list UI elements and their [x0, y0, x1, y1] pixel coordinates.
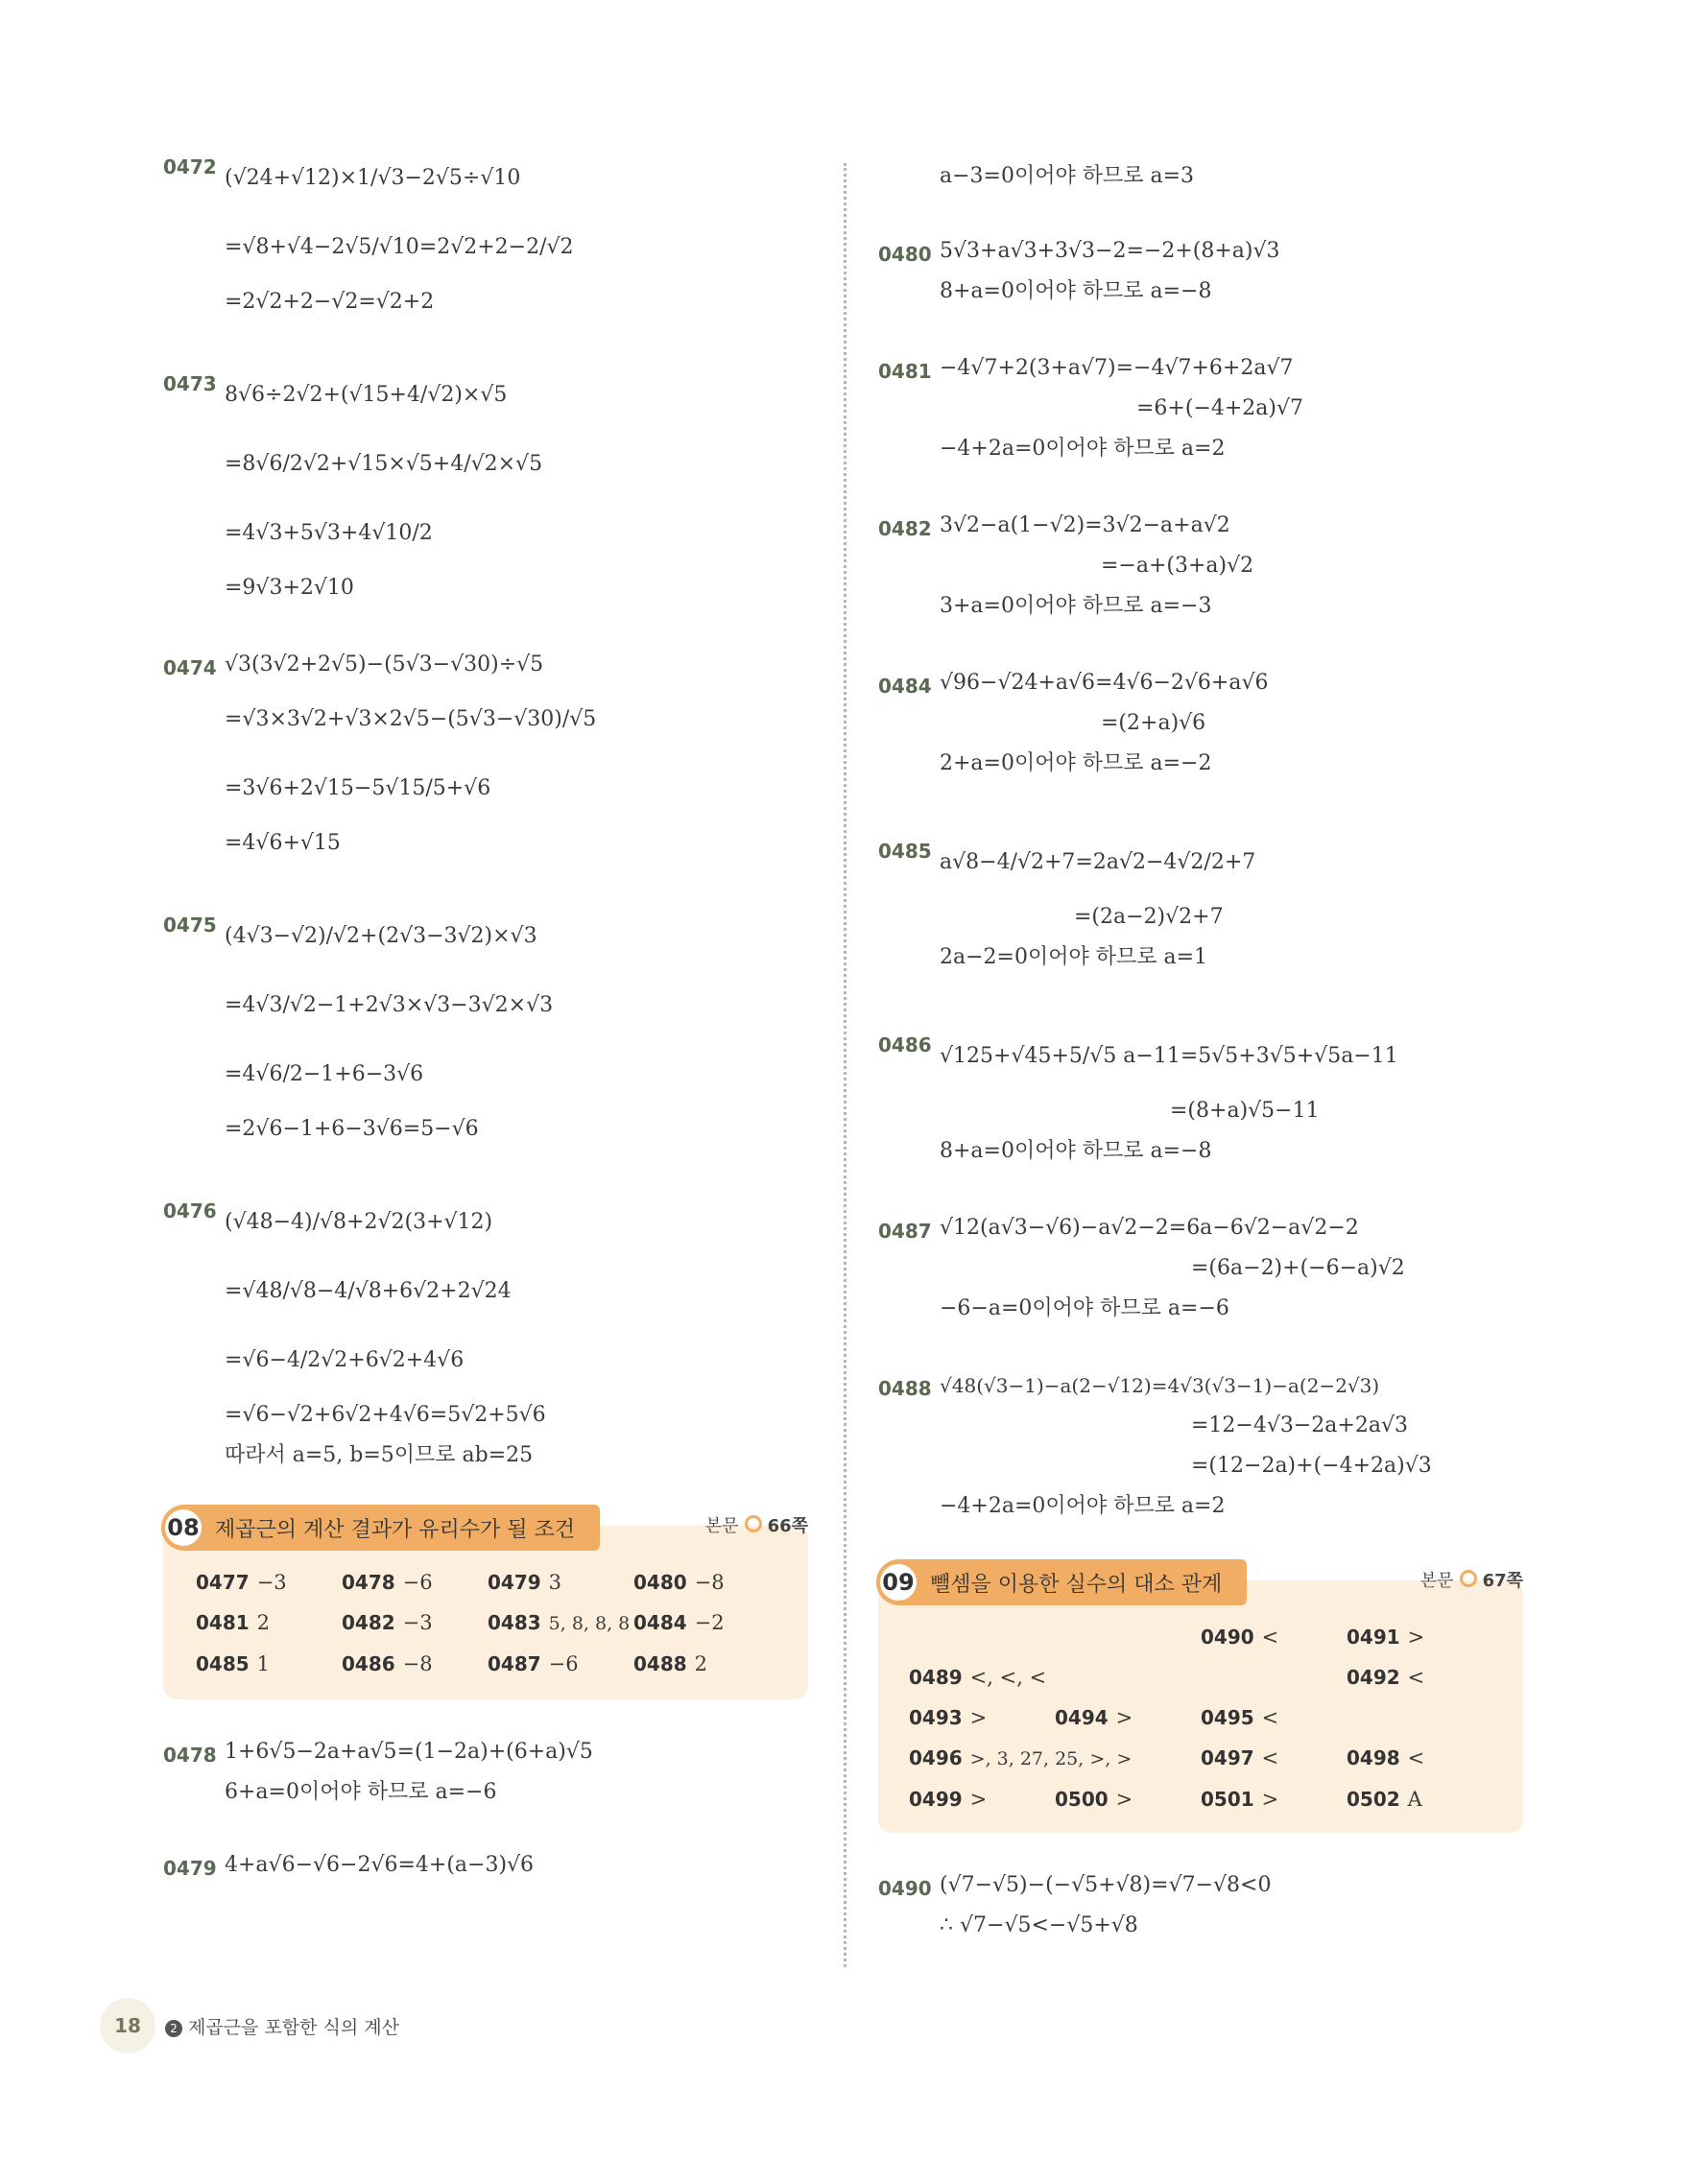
- solution-line: −4√7+2(3+a√7)=−4√7+6+2a√7: [940, 356, 1294, 380]
- right-column: [878, 156, 1531, 1946]
- solution-line: 8+a=0이어야 하므로 a=−8: [940, 279, 1212, 303]
- answer-item: 0502 A: [1347, 1788, 1422, 1811]
- solution-line: =2√2+2−√2=√2+2: [225, 290, 435, 314]
- problem-0486: [878, 1022, 1531, 1172]
- solution-line: =9√3+2√10: [225, 576, 354, 600]
- problem-0481: [878, 348, 1531, 469]
- solution-line: 8√6÷2√2+(√15+4/√2)×√5: [225, 383, 508, 407]
- chapter-label: [165, 2013, 399, 2039]
- answer-item: 0485 1: [196, 1652, 271, 1675]
- page-footer: [100, 1998, 399, 2053]
- answer-item: 0484 −2: [633, 1611, 725, 1634]
- column-divider: [844, 163, 846, 1967]
- solution-line: −4+2a=0이어야 하므로 a=2: [940, 437, 1226, 461]
- answer-item: 0501 >: [1201, 1788, 1279, 1811]
- solution-line: =12−4√3−2a+2a√3: [1191, 1413, 1408, 1437]
- problem-number: 0476: [163, 1199, 217, 1223]
- solution-line: =√8+√4−2√5/√10=2√2+2−2/√2: [225, 235, 574, 259]
- answer-grid: [909, 1619, 1504, 1817]
- solution-line: (√7−√5)−(−√5+√8)=√7−√8<0: [940, 1873, 1272, 1897]
- answer-item: 0489 <, <, <: [909, 1666, 1047, 1689]
- solution-line: =4√3+5√3+4√10/2: [225, 521, 433, 545]
- problem-number: 0486: [878, 1033, 932, 1056]
- solution-line: =(6a−2)+(−6−a)√2: [1191, 1256, 1405, 1280]
- section-title: 뺄셈을 이용한 실수의 대소 관계: [930, 1572, 1223, 1597]
- answer-item: 0495 <: [1201, 1706, 1279, 1729]
- answer-item: 0478 −6: [342, 1571, 433, 1594]
- solution-line: (√24+√12)×1/√3−2√5÷√10: [225, 166, 521, 190]
- answer-item: 0494 >: [1055, 1706, 1133, 1729]
- solution-line: 5√3+a√3+3√3−2=−2+(8+a)√3: [940, 239, 1280, 263]
- solution-line: −6−a=0이어야 하므로 a=−6: [940, 1296, 1229, 1320]
- answer-item: 0479 3: [488, 1571, 562, 1594]
- answer-item: 0499 >: [909, 1788, 988, 1811]
- solution-line: =√6−√2+6√2+4√6=5√2+5√6: [225, 1403, 546, 1427]
- solution-line: 8+a=0이어야 하므로 a=−8: [940, 1139, 1212, 1163]
- problem-number: 0482: [878, 517, 932, 540]
- solution-line: ∴ √7−√5<−√5+√8: [940, 1913, 1138, 1937]
- problem-number: 0484: [878, 675, 932, 698]
- solution-line: √96−√24+a√6=4√6−2√6+a√6: [940, 671, 1269, 695]
- section-number-badge: 08: [161, 1506, 205, 1550]
- problem-0479: [163, 1845, 816, 1891]
- arrow-circle-icon: [745, 1515, 762, 1532]
- problem-number: 0478: [163, 1744, 217, 1767]
- solution-line: =−a+(3+a)√2: [1101, 554, 1254, 578]
- problem-0487: [878, 1208, 1531, 1329]
- answer-item: 0500 >: [1055, 1788, 1133, 1811]
- answer-item: 0490 <: [1201, 1626, 1279, 1649]
- section-09-answer-box: [878, 1569, 1523, 1833]
- solution-line: =8√6/2√2+√15×√5+4/√2×√5: [225, 452, 543, 476]
- problem-0472: [163, 144, 816, 322]
- solution-line: √125+√45+5/√5 a−11=5√5+3√5+√5a−11: [940, 1044, 1398, 1068]
- chapter-title: 제곱근을 포함한 식의 계산: [188, 2016, 400, 2038]
- problem-number: 0490: [878, 1877, 932, 1900]
- problem-0476: [163, 1188, 816, 1476]
- solution-line: √12(a√3−√6)−a√2−2=6a−6√2−a√2−2: [940, 1216, 1359, 1240]
- left-column: [163, 144, 816, 1891]
- solution-line: 4+a√6−√6−2√6=4+(a−3)√6: [225, 1853, 535, 1877]
- problem-0485: [878, 828, 1531, 978]
- solution-line: −4+2a=0이어야 하므로 a=2: [940, 1494, 1226, 1518]
- problem-number: 0473: [163, 372, 217, 395]
- chapter-number-icon: 2: [165, 2020, 182, 2037]
- section-08-answer-box: [163, 1514, 808, 1699]
- problem-number: 0475: [163, 914, 217, 937]
- solution-line: 3+a=0이어야 하므로 a=−3: [940, 594, 1212, 618]
- answer-item: 0483 5, 8, 8, 8: [488, 1611, 631, 1634]
- answer-item: 0497 <: [1201, 1746, 1279, 1769]
- solution-line: =√48/√8−4/√8+6√2+2√24: [225, 1279, 512, 1303]
- section-page-ref: [1420, 1567, 1523, 1592]
- arrow-circle-icon: [1460, 1570, 1477, 1587]
- problem-0475: [163, 902, 816, 1150]
- solution-line: 2+a=0이어야 하므로 a=−2: [940, 751, 1212, 775]
- problem-0490: [878, 1865, 1531, 1946]
- answer-item: 0498 <: [1347, 1746, 1425, 1769]
- problem-0482: [878, 506, 1531, 627]
- problem-number: 0487: [878, 1220, 932, 1243]
- problem-number: 0474: [163, 656, 217, 679]
- section-title: 제곱근의 계산 결과가 유리수가 될 조건: [215, 1517, 575, 1542]
- problem-0480: [878, 231, 1531, 312]
- solution-line: =4√3/√2−1+2√3×√3−3√2×√3: [225, 993, 554, 1017]
- solution-line: √3(3√2+2√5)−(5√3−√30)÷√5: [225, 653, 544, 677]
- solution-line: =2√6−1+6−3√6=5−√6: [225, 1117, 479, 1141]
- solution-line: 2a−2=0이어야 하므로 a=1: [940, 945, 1208, 969]
- section-08-header: [161, 1505, 600, 1551]
- problem-0474: [163, 645, 816, 864]
- solution-line: =√3×3√2+√3×2√5−(5√3−√30)/√5: [225, 707, 597, 731]
- answer-item: 0482 −3: [342, 1611, 433, 1634]
- page-number: 18: [100, 1998, 155, 2053]
- problem-number: 0485: [878, 840, 932, 863]
- solution-line: =(2a−2)√2+7: [1074, 905, 1224, 929]
- solution-line: =√6−4/2√2+6√2+4√6: [225, 1348, 465, 1372]
- solution-line: =6+(−4+2a)√7: [1136, 396, 1304, 420]
- ref-label: 본문: [1419, 1571, 1454, 1591]
- solution-line: =4√6/2−1+6−3√6: [225, 1062, 424, 1086]
- ref-page: 67쪽: [1482, 1571, 1523, 1591]
- problem-number: 0472: [163, 155, 217, 178]
- solution-line: √48(√3−1)−a(2−√12)=4√3(√3−1)−a(2−2√3): [940, 1374, 1380, 1397]
- problem-number: 0479: [163, 1857, 217, 1880]
- solution-line: 3√2−a(1−√2)=3√2−a+a√2: [940, 513, 1230, 537]
- solution-line: a√8−4/√2+7=2a√2−4√2/2+7: [940, 850, 1256, 874]
- answer-grid: [196, 1564, 783, 1682]
- problem-number: 0481: [878, 360, 932, 383]
- solution-line: =(12−2a)+(−4+2a)√3: [1191, 1454, 1432, 1478]
- solution-line: =(8+a)√5−11: [1170, 1099, 1320, 1123]
- problem-0478: [163, 1732, 816, 1813]
- answer-item: 0496 >, 3, 27, 25, >, >: [909, 1746, 1133, 1769]
- solution-line: 따라서 a=5, b=5이므로 ab=25: [225, 1443, 534, 1467]
- problem-number: 0488: [878, 1377, 932, 1400]
- answer-item: 0480 −8: [633, 1571, 725, 1594]
- answer-item: 0492 <: [1347, 1666, 1425, 1689]
- problem-0488: [878, 1365, 1531, 1527]
- solution-line: 6+a=0이어야 하므로 a=−6: [225, 1780, 497, 1804]
- problem-0484: [878, 663, 1531, 784]
- answer-item: 0477 −3: [196, 1571, 287, 1594]
- answer-item: 0491 >: [1347, 1626, 1425, 1649]
- solution-line: (√48−4)/√8+2√2(3+√12): [225, 1210, 493, 1234]
- answer-item: 0487 −6: [488, 1652, 579, 1675]
- answer-item: 0493 >: [909, 1706, 988, 1729]
- answer-item: 0488 2: [633, 1652, 708, 1675]
- solution-line: 1+6√5−2a+a√5=(1−2a)+(6+a)√5: [225, 1740, 593, 1764]
- ref-page: 66쪽: [767, 1516, 808, 1536]
- ref-label: 본문: [704, 1516, 739, 1536]
- answer-item: 0481 2: [196, 1611, 271, 1634]
- section-number-badge: 09: [876, 1560, 920, 1604]
- solution-line: =4√6+√15: [225, 831, 341, 855]
- solution-line: (4√3−√2)/√2+(2√3−3√2)×√3: [225, 924, 537, 948]
- solution-line: =(2+a)√6: [1101, 711, 1206, 735]
- continuation-line: a−3=0이어야 하므로 a=3: [940, 164, 1195, 188]
- answer-item: 0486 −8: [342, 1652, 433, 1675]
- section-09-header: [876, 1559, 1247, 1605]
- problem-0473: [163, 361, 816, 608]
- solution-line: =3√6+2√15−5√15/5+√6: [225, 776, 491, 800]
- problem-number: 0480: [878, 243, 932, 266]
- section-page-ref: [705, 1512, 808, 1537]
